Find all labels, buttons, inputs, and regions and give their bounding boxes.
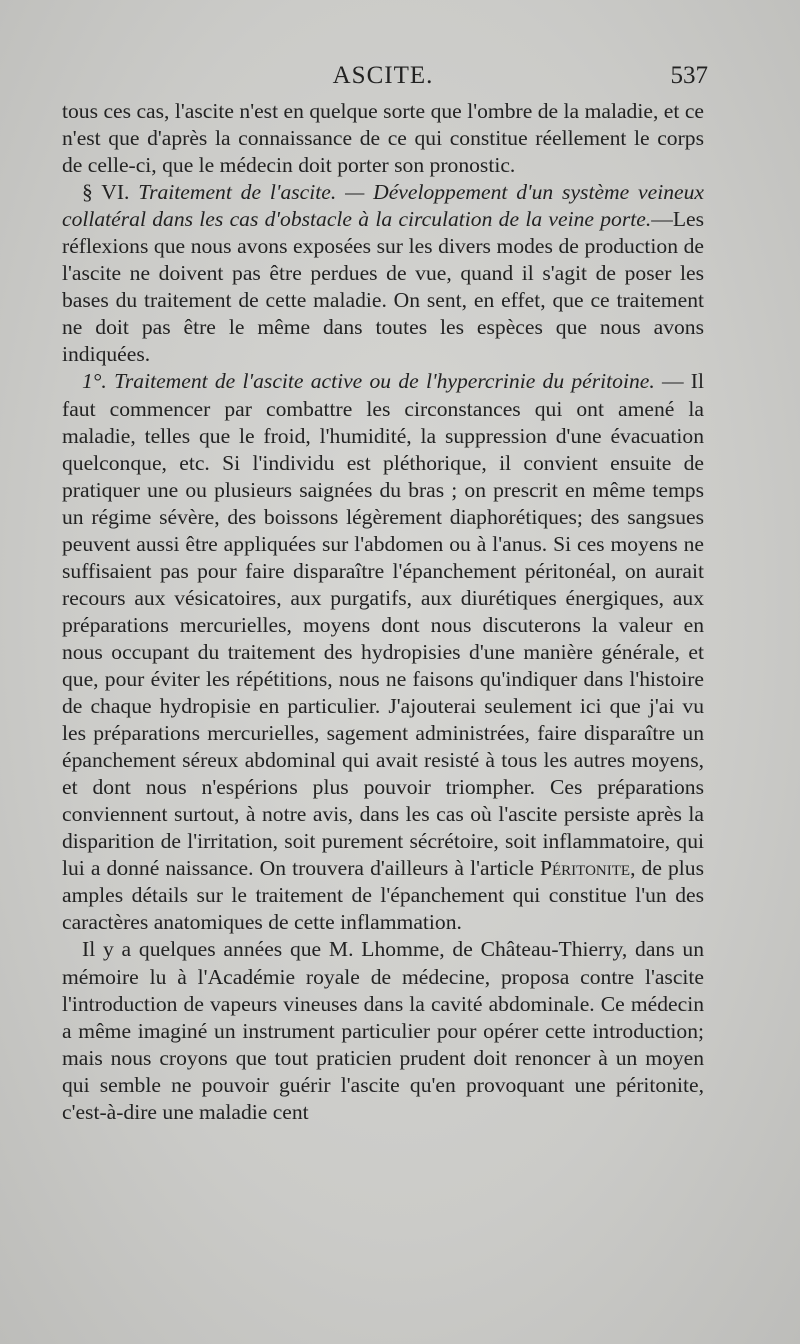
running-head-title: ASCITE.: [332, 62, 434, 89]
subsection-text-a: — Il faut commencer par combattre les circonstances qui ont amené la maladie, telles que le froid, l'humidité, la suppression d'une évacuation quelconque, etc. Si l'individu est pléthorique, il convient ensuite de pratiquer une ou plusieurs saignées du bras ; on prescrit en même temps un régime sévère, des boissons légèrement diaphorétiques; des sangsues peuvent aussi être appliquées sur l'abdomen ou à l'anus. Si ces moyens ne suffisaient pas pour faire disparaître l'épanchement péritonéal, on aurait recours aux vésicatoires, aux purgatifs, aux diurétiques énergiques, aux préparations mercurielles, moyens dont nous discuterons la valeur en nous occupant du traitement des hydropisies d'une manière générale, et que, pour éviter les répétitions, nous ne faisons qu'indiquer dans l'histoire de chaque hydropisie en particulier. J'ajouterai seulement ici que j'ai vu les préparations mercurielles, sagement administrées, faire disparaître un épanchement séreux abdominal qui avait resisté à tous les autres moyens, et dont nous n'espérions plus pouvoir triompher. Ces préparations conviennent surtout, à notre avis, dans les cas où l'ascite persiste après la disparition de l'irritation, soit purement sécrétoire, soit inflammatoire, qui lui a donné naissance. On trouvera d'ailleurs à l'article: [62, 369, 704, 881]
subsection-text-b: , de plus amples détails sur le traitement de l'épanchement qui constitue l'un des caractères anatomiques de cette inflammation.: [62, 856, 704, 935]
cross-reference: Péritonite: [540, 856, 631, 881]
subsection-1-paragraph: [62, 368, 704, 936]
page-body: [62, 98, 704, 1126]
paragraph-continuation: tous ces cas, l'ascite n'est en quelque sorte que l'ombre de la maladie, et ce n'est que d'après la connaissance de ce qui constitue réellement le corps de celle-ci, que le médecin doit porter son pronostic.: [62, 99, 704, 178]
section-vi-paragraph: [62, 179, 704, 368]
paragraph-lhomme: Il y a quelques années que M. Lhomme, de Château-Thierry, dans un mémoire lu à l'Académie royale de médecine, proposa contre l'ascite l'introduction de vapeurs vineuses dans la cavité abdominale. Ce médecin a même imaginé un instrument particulier pour opérer cette introduction; mais nous croyons que tout praticien prudent doit renoncer à un moyen qui semble ne pouvoir guérir l'ascite qu'en provoquant une péritonite, c'est-à-dire une maladie cent: [62, 937, 704, 1124]
page-number: 537: [670, 62, 708, 89]
section-number: § VI.: [82, 180, 130, 205]
running-head: [62, 58, 708, 98]
section-vi-text: —Les réflexions que nous avons exposées sur les divers modes de production de l'ascite ne doivent pas être perdues de vue, quand il s'agit de poser les bases du traitement de cette maladie. On sent, en effet, que ce traitement ne doit pas être le même dans toutes les espèces que nous avons indiquées.: [62, 207, 704, 367]
subsection-title: 1°. Traitement de l'ascite active ou de l'hypercrinie du péritoine.: [82, 369, 655, 394]
section-title: Traitement de l'ascite. — Développement d'un système veineux collatéral dans les cas d'obstacle à la circulation de la veine porte.: [62, 180, 704, 232]
